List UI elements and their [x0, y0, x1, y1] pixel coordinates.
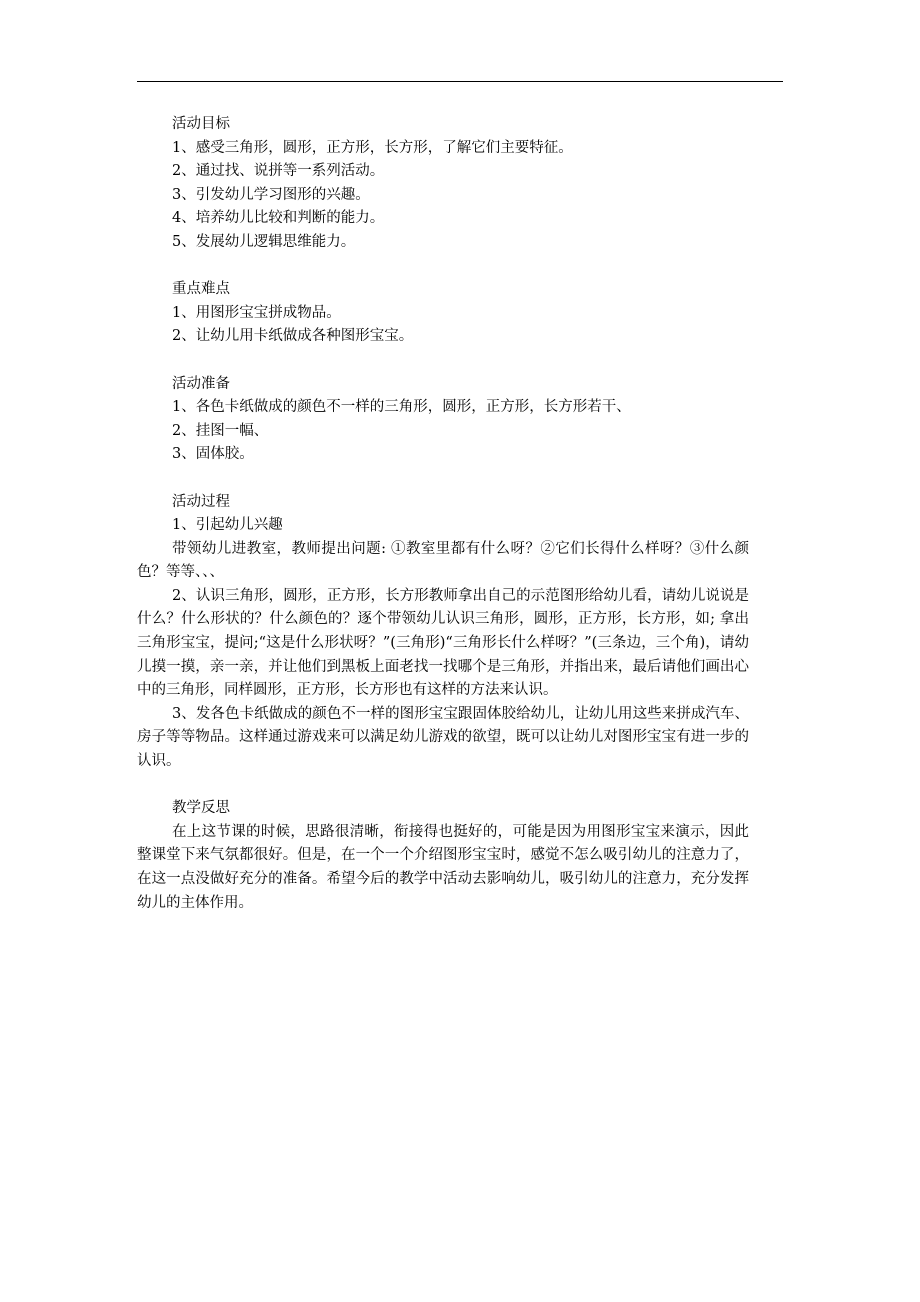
list-item: 2、挂图一幅、: [172, 422, 269, 439]
header-rule: [137, 81, 783, 82]
paragraph: 带领幼儿进教室，教师提出问题: ①教室里都有什么呀？②它们长得什么样呀？③什么颜色？等等、、、: [137, 540, 749, 581]
list-item: 5、发展幼儿逻辑思维能力。: [172, 233, 356, 250]
section-process: [137, 491, 792, 774]
section-key-points: [172, 278, 792, 349]
section-heading: 重点难点: [172, 281, 230, 298]
section-preparation: [172, 373, 792, 467]
paragraph: 2、认识三角形，圆形，正方形，长方形教师拿出自己的示范图形给幼儿看，请幼儿说说是什么？什么形状的？什么颜色的？逐个带领幼儿认识三角形，圆形，正方形，长方形，如; 拿出三角形宝宝，提问;“这是什么形状呀？”(三角形)“三角形长什么样呀？”(三条边，三个角)，请幼儿摸一摸，亲一亲，并让他们到黑板上面老找一找哪个是三角形，并指出来，最后请他们画出心中的三角形，同样圆形，正方形，长方形也有这样的方法来认识。: [137, 587, 749, 699]
section-reflection: [137, 797, 792, 915]
list-item: 1、感受三角形，圆形，正方形，长方形，了解它们主要特征。: [172, 139, 573, 156]
document-body: [137, 113, 792, 915]
paragraph: 在上这节课的时候，思路很清晰，衔接得也挺好的，可能是因为用图形宝宝来演示，因此整课堂下来气氛都很好。但是，在一个一个介绍图形宝宝时，感觉不怎么吸引幼儿的注意力了，在这一点没做好充分的准备。希望今后的教学中活动去影响幼儿，吸引幼儿的注意力，充分发挥幼儿的主体作用。: [137, 823, 749, 911]
section-heading: 活动过程: [172, 493, 230, 510]
paragraph-block: [137, 821, 749, 915]
list-item: 1、用图形宝宝拼成物品。: [172, 304, 341, 321]
section-objectives: [172, 113, 792, 255]
list-item: 2、通过找、说拼等一系列活动。: [172, 163, 385, 180]
list-item: 2、让幼儿用卡纸做成各种图形宝宝。: [172, 328, 414, 345]
paragraph-block: [137, 538, 749, 774]
list-item: 3、引发幼儿学习图形的兴趣。: [172, 186, 370, 203]
list-item: 1、各色卡纸做成的颜色不一样的三角形，圆形，正方形，长方形若干、: [172, 399, 631, 416]
section-heading: 教学反思: [172, 800, 230, 817]
paragraph: 3、发各色卡纸做成的颜色不一样的图形宝宝跟固体胶给幼儿，让幼儿用这些来拼成汽车、房子等等物品。这样通过游戏来可以满足幼儿游戏的欲望，既可以让幼儿对图形宝宝有进一步的认识。: [137, 705, 749, 770]
section-subheading: 1、引起幼儿兴趣: [172, 517, 283, 534]
section-heading: 活动准备: [172, 375, 230, 392]
list-item: 3、固体胶。: [172, 446, 254, 463]
section-heading: 活动目标: [172, 116, 230, 132]
list-item: 4、培养幼儿比较和判断的能力。: [172, 210, 385, 227]
